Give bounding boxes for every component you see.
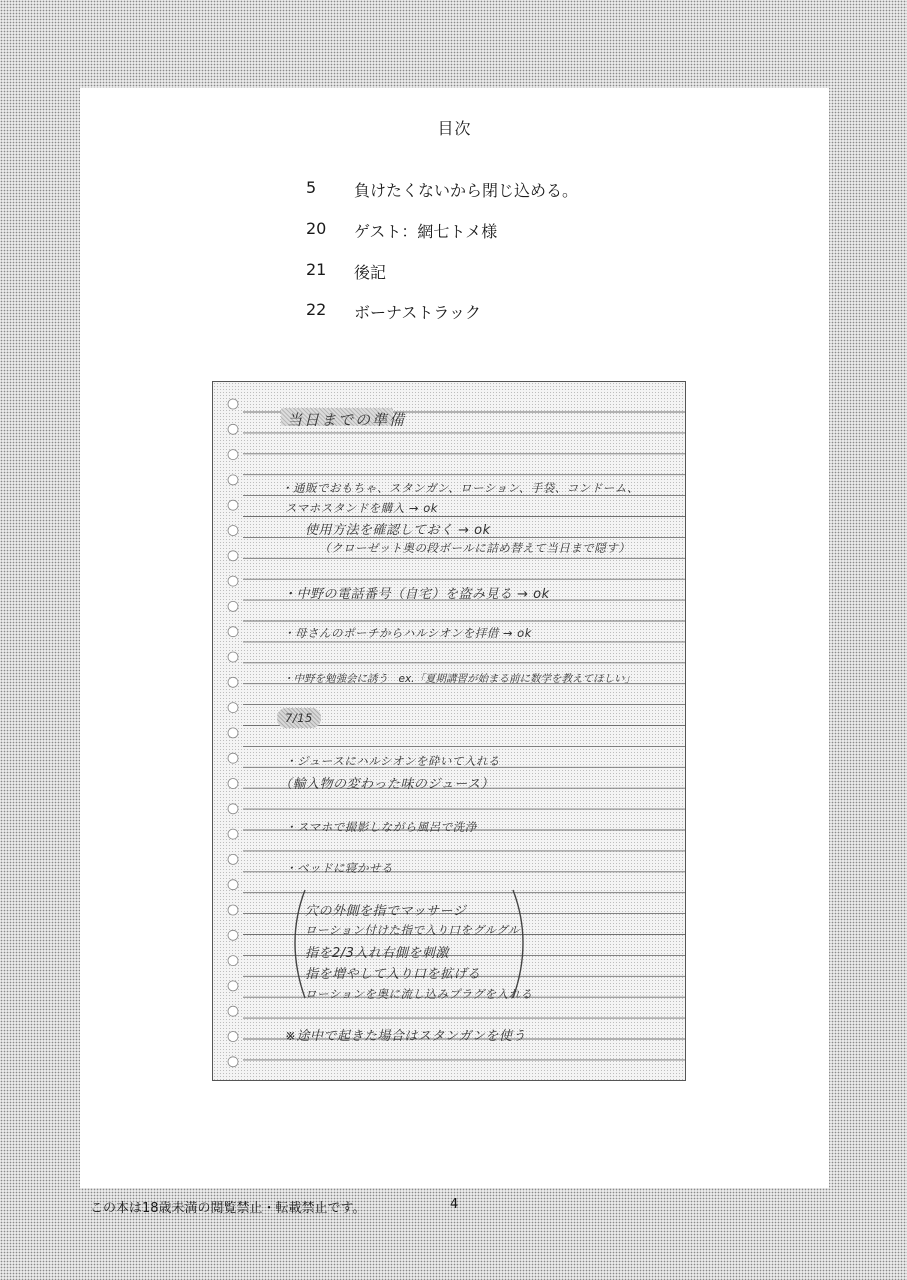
note-line: ・スマホで撮影しながら風呂で洗浄 xyxy=(285,820,477,834)
notebook-title: 当日までの準備 xyxy=(287,411,407,429)
toc-entry-title: 負けたくないから閉じ込める。 xyxy=(354,181,579,200)
note-line: ・ジュースにハルシオンを砕いて入れる xyxy=(285,754,500,768)
note-line: ローションを奥に流し込みプラグを入れる xyxy=(305,987,533,1001)
toc-page-number: 22 xyxy=(306,300,327,319)
toc-entry-title: ゲスト：網七トメ様 xyxy=(354,222,498,241)
notebook-illustration xyxy=(212,381,686,1081)
toc-entry-title: ボーナストラック xyxy=(354,303,482,322)
footer-notice: この本は18歳未満の閲覧禁止・転載禁止です。 xyxy=(90,1201,366,1216)
toc-page-number: 20 xyxy=(306,219,327,238)
toc-page-number: 21 xyxy=(306,260,327,279)
note-line: ・中野の電話番号（自宅）を盗み見る → ok xyxy=(283,587,550,602)
note-line: ・母さんのポーチからハルシオンを拝借 → ok xyxy=(283,626,532,640)
note-line: スマホスタンドを購入 → ok xyxy=(285,501,438,515)
note-line: ・中野を勉強会に誘う ex.「夏期講習が始まる前に数学を教えてほしい」 xyxy=(283,673,636,685)
toc-entry-title: 後記 xyxy=(354,263,387,282)
toc-title: 目次 xyxy=(437,119,472,138)
note-line: 穴の外側を指でマッサージ xyxy=(305,904,467,919)
note-line: ※途中で起きた場合はスタンガンを使う xyxy=(285,1029,526,1044)
page xyxy=(80,88,829,1188)
date-label: 7/15 xyxy=(285,711,313,725)
note-line: ・ベッドに寝かせる xyxy=(285,861,393,875)
page-number: 4 xyxy=(450,1197,459,1212)
note-line: 使用方法を確認しておく → ok xyxy=(305,523,491,538)
note-line: ローション付けた指で入り口をグルグル xyxy=(305,923,520,937)
note-line: ・通販でおもちゃ、スタンガン、ローション、手袋、コンドーム、 xyxy=(281,481,640,495)
note-line: （輸入物の変わった味のジュース） xyxy=(279,777,494,792)
toc-page-number: 5 xyxy=(306,178,317,197)
note-line: 指を2/3入れ右側を刺激 xyxy=(305,946,449,961)
note-line: （クローゼット奥の段ボールに詰め替えて当日まで隠す） xyxy=(319,541,631,555)
note-line: 指を増やして入り口を拡げる xyxy=(305,967,481,982)
